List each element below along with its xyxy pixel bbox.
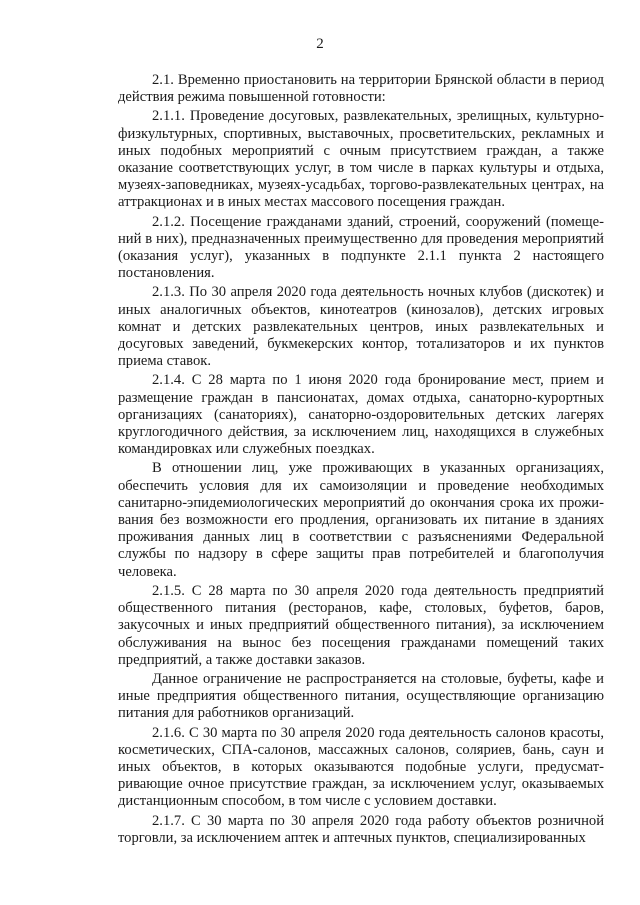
paragraph-2-1-4: 2.1.4. С 28 марта по 1 июня 2020 года бронирование мест, прием и размещение граждан в пансионатах, домах отдыха, санаторно-курортных организациях (санаториях), санаторно-оздоровительных детских лагерях круглогодичного действия, за исключением лиц, находящихся в служебных командировках или служебных поездках.: [118, 372, 604, 458]
paragraph-2-1: 2.1. Временно приостановить на территории Брянской области в период действия режима повышенной готовности:: [118, 72, 604, 106]
page-number: 2: [316, 36, 324, 52]
paragraph-2-1-1: 2.1.1. Проведение досуговых, развлекательных, зрелищных, культурно-физкультурных, спортивных, выставочных, просветительских, рекламных и иных подобных мероприятий с очным присутствием граждан, а также оказание соответствующих услуг, в том числе в парках культуры и отдыха, музеях-заповедниках, музеях-усадьбах, торгово-развлекательных центрах, на аттракционах и в иных местах массового посещения граждан.: [118, 108, 604, 211]
paragraph-2-1-3: 2.1.3. По 30 апреля 2020 года деятельность ночных клубов (дискотек) и иных аналогичных объектов, кинотеатров (кинозалов), детских игровых комнат и детских развлекательных центров, иных развлекательных и досуговых заведений, букмекерских контор, тотализаторов и их пунктов приема ставок.: [118, 284, 604, 370]
paragraph-2-1-2: 2.1.2. Посещение гражданами зданий, строений, сооружений (помещений в них), предназначенных преимущественно для проведения мероприятий (оказания услуг), указанных в подпункте 2.1.1 пункта 2 настоящего постановления.: [118, 213, 604, 282]
document-body: [118, 72, 604, 847]
paragraph-2-1-6: 2.1.6. С 30 марта по 30 апреля 2020 года деятельность салонов красоты, косметических, СПА-салонов, массажных салонов, соляриев, бань, саун и иных объектов, в которых оказываются подобные услуги, предусматривающие очное присутствие граждан, за исключением услуг, оказываемых дистанционным способом, в том числе с условием доставки.: [118, 724, 604, 810]
paragraph-2-1-7: 2.1.7. С 30 марта по 30 апреля 2020 года работу объектов розничной торговли, за исключением аптек и аптечных пунктов, специализированных: [118, 812, 604, 846]
paragraph-2-1-5: 2.1.5. С 28 марта по 30 апреля 2020 года деятельность предприятий общественного питания (ресторанов, кафе, столовых, буфетов, баров, закусочных и иных предприятий общественного питания), за исключением обслуживания на вынос без посещения гражданами помещений таких предприятий, а также доставки заказов.: [118, 582, 604, 668]
paragraph-residents: В отношении лиц, уже проживающих в указанных организациях, обеспечить условия для их самоизоляции и проведение необходимых санитарно-эпидемиологических мероприятий до окончания срока их проживания без возможности его продления, организовать их питание в зданиях проживания данных лиц в соответствии с разъяснениями Федеральной службы по надзору в сфере защиты прав потребителей и благополучия человека.: [118, 460, 604, 580]
paragraph-exception: Данное ограничение не распространяется на столовые, буфеты, кафе и иные предприятия общественного питания, осуществляющие организацию питания для работников организаций.: [118, 670, 604, 722]
